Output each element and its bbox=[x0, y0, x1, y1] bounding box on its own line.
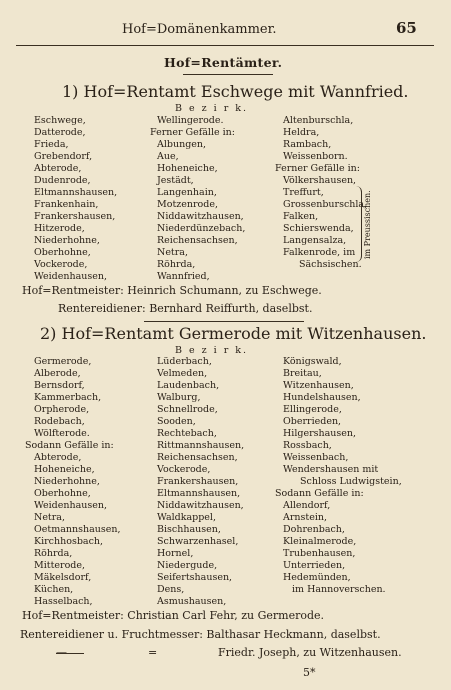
list-item: Kirchhosbach, bbox=[34, 536, 104, 547]
list-item: Lüderbach, bbox=[157, 356, 212, 367]
list-item: Netra, bbox=[157, 247, 188, 258]
separator-rule bbox=[144, 321, 304, 322]
list-item: Weidenhausen, bbox=[34, 500, 108, 511]
ditto-dash-rule bbox=[56, 653, 84, 654]
list-item: Wannfried, bbox=[157, 271, 210, 282]
list-item: Allendorf, bbox=[283, 500, 331, 511]
list-item: Frankershausen, bbox=[34, 211, 116, 222]
list-item: Arnstein, bbox=[283, 512, 328, 523]
list-item: Albungen, bbox=[157, 139, 207, 150]
list-item: Frieda, bbox=[34, 139, 69, 150]
list-item: Aue, bbox=[157, 151, 179, 162]
list-item: Langenhain, bbox=[157, 187, 217, 198]
list-item: Sächsischen. bbox=[299, 259, 362, 270]
list-item: Wendershausen mit bbox=[283, 464, 379, 475]
list-item: Hedemünden, bbox=[283, 572, 351, 583]
list-item: Schierswenda, bbox=[283, 223, 354, 234]
list-item: Altenburschla, bbox=[283, 115, 354, 126]
signature-mark: 5* bbox=[303, 666, 316, 679]
header-rule bbox=[16, 45, 434, 46]
list-item: Heldra, bbox=[283, 127, 320, 138]
list-item: Breitau, bbox=[283, 368, 322, 379]
section-underline bbox=[183, 74, 273, 75]
list-item: Grebendorf, bbox=[34, 151, 93, 162]
list-item: Niddawitzhausen, bbox=[157, 500, 244, 511]
list-item: Weissenbach, bbox=[283, 452, 349, 463]
bezirk-label-2: B e z i r k. bbox=[175, 345, 249, 356]
list-item: Niederhohne, bbox=[34, 476, 100, 487]
list-item: Falkenrode, im bbox=[283, 247, 356, 258]
list-item: Seifertshausen, bbox=[157, 572, 233, 583]
list-item: Grossenburschla, bbox=[283, 199, 368, 210]
list-item: Ellingerode, bbox=[283, 404, 342, 415]
list-item: Dens, bbox=[157, 584, 185, 595]
list-item: Falken, bbox=[283, 211, 319, 222]
list-item: Treffurt, bbox=[283, 187, 324, 198]
list-item: Langensalza, bbox=[283, 235, 347, 246]
running-title: Hof=Domänenkammer. bbox=[122, 22, 277, 37]
list-item: Eltmannshausen, bbox=[157, 488, 241, 499]
page-number: 65 bbox=[396, 19, 417, 37]
list-item: Trubenhausen, bbox=[283, 548, 356, 559]
list-item: Sooden, bbox=[157, 416, 196, 427]
list-item: Oberhohne, bbox=[34, 488, 91, 499]
list-item: Frankershausen, bbox=[157, 476, 239, 487]
bezirk-label-1: B e z i r k. bbox=[175, 103, 249, 114]
list-item: Motzenrode, bbox=[157, 199, 218, 210]
list-item: Oberrieden, bbox=[283, 416, 342, 427]
list-item: Hitzerode, bbox=[34, 223, 85, 234]
list-item: Orpherode, bbox=[34, 404, 90, 415]
list-item: Mäkelsdorf, bbox=[34, 572, 92, 583]
list-item: Asmushausen, bbox=[157, 596, 227, 607]
list-item: Schwarzenhasel, bbox=[157, 536, 239, 547]
list-item: Hoheneiche, bbox=[157, 163, 218, 174]
list-item: Völkershausen, bbox=[283, 175, 357, 186]
list-item: Ferner Gefälle in: bbox=[150, 127, 236, 138]
list-item: Rodebach, bbox=[34, 416, 85, 427]
list-item: Hoheneiche, bbox=[34, 464, 95, 475]
list-item: Netra, bbox=[34, 512, 65, 523]
rentamt-2-heading: 2) Hof=Rentamt Germerode mit Witzenhausen. bbox=[40, 324, 427, 343]
list-item: Röhrda, bbox=[157, 259, 196, 270]
list-item: Walburg, bbox=[157, 392, 201, 403]
list-item: Rambach, bbox=[283, 139, 332, 150]
list-item: Abterode, bbox=[34, 163, 82, 174]
list-item: Bernsdorf, bbox=[34, 380, 85, 391]
list-item: Oberhohne, bbox=[34, 247, 91, 258]
side-note: im Preussischen. bbox=[363, 190, 372, 260]
list-item: Schloss Ludwigstein, bbox=[300, 476, 402, 487]
list-item: Wölfterode. bbox=[34, 428, 90, 439]
list-item: Germerode, bbox=[34, 356, 92, 367]
rentamt-1-heading: 1) Hof=Rentamt Eschwege mit Wannfried. bbox=[62, 82, 409, 101]
list-item: Sodann Gefälle in: bbox=[275, 488, 364, 499]
list-item: Velmeden, bbox=[157, 368, 208, 379]
list-item: Weidenhausen, bbox=[34, 271, 108, 282]
list-item: Abterode, bbox=[34, 452, 82, 463]
list-item: Oetmannshausen, bbox=[34, 524, 121, 535]
list-item: Röhrda, bbox=[34, 548, 73, 559]
list-item: Vockerode, bbox=[34, 259, 88, 270]
list-item: Hilgershausen, bbox=[283, 428, 357, 439]
list-item: Kammerbach, bbox=[34, 392, 102, 403]
second-servant-name: Friedr. Joseph, zu Witzenhausen. bbox=[218, 646, 402, 659]
rentereidiener-2: Rentereidiener u. Fruchtmesser: Balthasar Heckmann, daselbst. bbox=[20, 628, 381, 641]
list-item: Frankenhain, bbox=[34, 199, 99, 210]
list-item: Datterode, bbox=[34, 127, 86, 138]
rentmeister-1: Hof=Rentmeister: Heinrich Schumann, zu Eschwege. bbox=[22, 284, 322, 297]
list-item: im Hannoverschen. bbox=[292, 584, 386, 595]
list-item: Dohrenbach, bbox=[283, 524, 345, 535]
list-item: Hornel, bbox=[157, 548, 194, 559]
rentereidiener-1: Rentereidiener: Bernhard Reiffurth, daselbst. bbox=[58, 302, 313, 315]
list-item: Mitterode, bbox=[34, 560, 86, 571]
list-item: Ferner Gefälle in: bbox=[275, 163, 361, 174]
list-item: Niedergude, bbox=[157, 560, 218, 571]
list-item: Eschwege, bbox=[34, 115, 86, 126]
list-item: Eltmannshausen, bbox=[34, 187, 118, 198]
brace-bracket bbox=[356, 186, 362, 262]
list-item: Rittmannshausen, bbox=[157, 440, 245, 451]
list-item: Rechtebach, bbox=[157, 428, 217, 439]
list-item: Wellingerode. bbox=[157, 115, 224, 126]
list-item: Hasselbach, bbox=[34, 596, 93, 607]
list-item: Niddawitzhausen, bbox=[157, 211, 244, 222]
list-item: Bischhausen, bbox=[157, 524, 221, 535]
list-item: Dudenrode, bbox=[34, 175, 91, 186]
list-item: Rossbach, bbox=[283, 440, 332, 451]
list-item: Vockerode, bbox=[157, 464, 211, 475]
list-item: Niederhohne, bbox=[34, 235, 100, 246]
list-item: Waldkappel, bbox=[157, 512, 216, 523]
rentmeister-2: Hof=Rentmeister: Christian Carl Fehr, zu Germerode. bbox=[22, 609, 325, 622]
list-item: Jestädt, bbox=[157, 175, 194, 186]
list-item: Reichensachsen, bbox=[157, 235, 238, 246]
list-item: Königswald, bbox=[283, 356, 342, 367]
list-item: Unterrieden, bbox=[283, 560, 346, 571]
list-item: Niederdünzebach, bbox=[157, 223, 246, 234]
section-title: Hof=Rentämter. bbox=[164, 55, 283, 70]
list-item: Schnellrode, bbox=[157, 404, 218, 415]
list-item: Witzenhausen, bbox=[283, 380, 354, 391]
list-item: Alberode, bbox=[34, 368, 81, 379]
list-item: Laudenbach, bbox=[157, 380, 220, 391]
list-item: Kleinalmerode, bbox=[283, 536, 357, 547]
list-item: Weissenborn. bbox=[283, 151, 348, 162]
list-item: Hundelshausen, bbox=[283, 392, 361, 403]
list-item: Sodann Gefälle in: bbox=[25, 440, 114, 451]
ditto-mark: = bbox=[148, 646, 158, 659]
list-item: Küchen, bbox=[34, 584, 74, 595]
list-item: Reichensachsen, bbox=[157, 452, 238, 463]
